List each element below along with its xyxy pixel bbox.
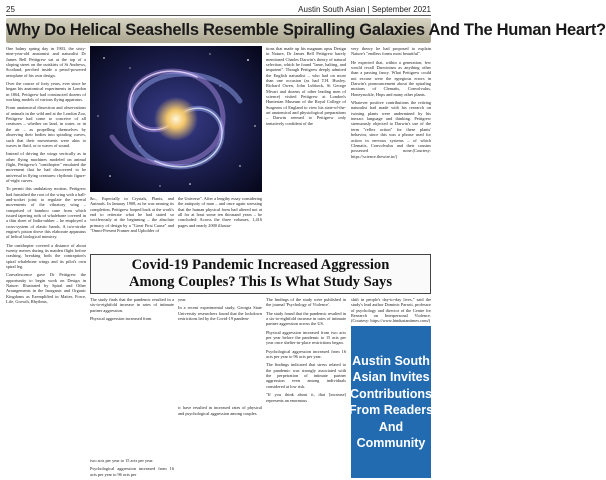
paragraph: The study found that the pandemic resulted in a six-to-eightfold increase in rates of intimate partner aggression across the US. bbox=[266, 310, 346, 327]
headline-line-1: Covid-19 Pandemic Increased Aggression bbox=[131, 257, 390, 273]
paragraph: The findings of the study were published in the journal 'Psychology of Violence'. bbox=[266, 297, 346, 308]
covid-article-column-3 bbox=[266, 297, 346, 478]
covid-article-column-1-continued bbox=[90, 458, 174, 478]
paragraph: One balmy spring day in 1903, the sixty-nine-year-old anatomist and naturalist Dr James Bell Pettigrew sat at the top of a sloping street on the outskirts of St Andrews, Scotland, perched inside a petrol-powered aeroplane of his own design. bbox=[6, 46, 86, 78]
spiral-galaxy-illustration bbox=[90, 46, 262, 192]
header-rule bbox=[6, 15, 431, 16]
paragraph: "If you think about it, that [increase] represents an enormous bbox=[266, 392, 346, 403]
paragraph: Psychological aggression increased from 16 acts per year to 96 acts per bbox=[90, 466, 174, 477]
paragraph: the Universe". After a lengthy essay considering the antiquity of man – and once again stressing that the human physical form had altered not at all for at least some ten thousand years – he concluded: Across the three volumes, 1,416 pages and nearly 2000 illustra- bbox=[178, 196, 262, 228]
publication-dateline: Austin South Asian | September 2021 bbox=[298, 4, 431, 14]
covid-article-column-1 bbox=[90, 297, 174, 411]
paragraph: To permit this undulatory motion, Pettigrew had furnished the root of the wing with a ball-and-socket joint; to regulate the several movements of the vibratory wing – comprised of bamboo cane from which issued tapering rods of whalebone covered in a thin sheet of India-rubber – he employed a cross-system of elastic bands. A two-stroke engine's piston drove this elaborate apparatus of helical biological mimicry. bbox=[6, 186, 86, 240]
paragraph: Physical aggression increased from two acts per year before the pandemic to 15 acts per year once shelter-in-place restrictions began. bbox=[266, 329, 346, 346]
ad-line: From Readers bbox=[348, 403, 434, 417]
contributions-ad-box bbox=[348, 326, 434, 478]
paragraph: &c., Especially in Crystals, Plants, and Animals. In January 1908, as he was nearing its completion, Pettigrew looped back at the work's end to reiterate what he had stated so vociferously at the beginning – the absolute primacy of design by a "Great First Cause" and "Omni-Present Framer and Upholder of bbox=[90, 196, 174, 234]
paragraph: year. bbox=[178, 297, 187, 302]
paragraph: ic have resulted in increased rates of physical and psychological aggression among couples. bbox=[178, 405, 262, 416]
covid-article-column-4 bbox=[351, 297, 431, 324]
paragraph: shift in people's day-to-day lives," said the study's lead author Dominic Parrott, professor of psychology and director of the Centre for Research on Interpersonal Violence.(Courtesy: https://www.hindustantimes.com/) bbox=[351, 297, 431, 324]
paragraph: two acts per year to 15 acts per year. bbox=[90, 458, 154, 463]
seashell-article-column-3 bbox=[178, 196, 262, 252]
seashell-article-column-4 bbox=[266, 46, 346, 252]
paragraph: In a recent experimental study, Georgia State University researchers found that the lockdown restrictions led by the Covid-19 pandem- bbox=[178, 305, 262, 322]
paragraph: He expected that, within a generation, few would recall Darwinism as anything other than a passing fancy. What Pettigrew could not excuse were the egregious errors in Darwin's pronouncement about the spiraling motions of Clematis, Convolvulus, Honeysuckle, Hops and many other plants. bbox=[351, 59, 431, 97]
page-number: 25 bbox=[6, 4, 15, 14]
paragraph: Convalescence gave Dr Pettigrew the opportunity to begin work on Design in Nature: Illustrated by Spiral and Other Arrangements in the Inorganic and Organic Kingdoms as Exemplified in Matter, Force, Life, Growth, Rhythms, bbox=[6, 272, 86, 305]
seashell-article-column-2 bbox=[90, 196, 174, 252]
paragraph: Whatever positive contributions the retiring naturalist had made with his research on twining plants were undermined by his inexact language and thinking. Pettigrew strenuously objected to Darwin's use of the term "reflex action" for these plants' behavior, since this was a phrase used for action in nervous systems – of which Clematis, Convolvulus and their cousins possessed none.(Courtesy: https://science.thewire.in/) bbox=[351, 100, 431, 159]
paragraph: The findings indicated that stress related to the pandemic was strongly associated with the perpetration of intimate partner aggression even among individuals considered at low risk. bbox=[266, 362, 346, 389]
ad-line: And bbox=[378, 419, 404, 434]
seashell-article-column-5 bbox=[351, 46, 431, 252]
covid-article-headline bbox=[90, 254, 431, 294]
ad-line: Austin South bbox=[352, 353, 430, 368]
paragraph: Instead of driving the wings vertically as in other flying machines modeled on animal flight, Pettigrew's "ornithopter" emulated the movement that he had discovered to be universal in flying creatures: rhythmic figure-of-eight curves. bbox=[6, 151, 86, 183]
covid-article-column-2 bbox=[178, 297, 262, 478]
paragraph: very theory he had proposed to explain Nature's "endless forms most beautiful". bbox=[351, 46, 431, 57]
seashell-article-column-1 bbox=[6, 46, 86, 477]
paragraph: Psychological aggression increased from 16 acts per year to 96 acts per year. bbox=[266, 348, 346, 360]
paragraph: Physical aggression increased from bbox=[90, 316, 152, 322]
galaxy-artwork bbox=[90, 46, 262, 192]
paragraph: From anatomical dissection and observations of animals in the wild and at the London Zoo, Pettigrew had come to conceive of all creatures – whether on land, in water, or in the air – as propelling themselves by observing their bodies into spiraling curves, such that their movements were akin to waves in fluid, or to waves of sound. bbox=[6, 105, 86, 148]
ad-line: Community bbox=[356, 436, 426, 450]
ad-line: Contributions bbox=[350, 386, 432, 401]
paragraph: The ornithopter covered a distance of about twenty metres during its maiden flight before crashing, breaking both the contraption's spiral whalebone wings and its pilot's own spiral leg. bbox=[6, 242, 86, 270]
couple-photo-placeholder bbox=[90, 413, 174, 456]
headline-line-2: Among Couples? This Is What Study Says bbox=[128, 274, 393, 290]
paragraph: The study finds that the pandemic resulted in a six-to-eightfold increase in rates of intimate partner aggression. bbox=[90, 297, 174, 313]
ad-line: Asian Invites bbox=[352, 370, 430, 384]
paragraph: tions that made up his magnum opus Design in Nature, Dr James Bell Pettigrew barely mentioned Charles Darwin's theory of natural selection, which he found "lame, halting, and impotent". Though Pettigrew deeply admired the English naturalist – who had on more than one occasion (as had T.H. Huxley, Richard Owen, John Lubbock, St George Mivart and dozens of other leading men of science) visited Pettigrew at London's Hunterian Museum of the Royal College of Surgeons of England to view his state-of-the-art anatomical and physiological preparations – Darwin seemed to Pettigrew only tentatively confident of the bbox=[266, 46, 346, 126]
seashell-article-headline: Why Do Helical Seashells Resemble Spiralling Galaxies And The Human Heart? bbox=[6, 18, 431, 43]
paragraph: Over the course of forty years, ever since he began his anatomical experiments in London in 1864, Pettigrew had constructed dozens of working models of various flying apparatus. bbox=[6, 81, 86, 103]
page-header bbox=[6, 3, 431, 15]
